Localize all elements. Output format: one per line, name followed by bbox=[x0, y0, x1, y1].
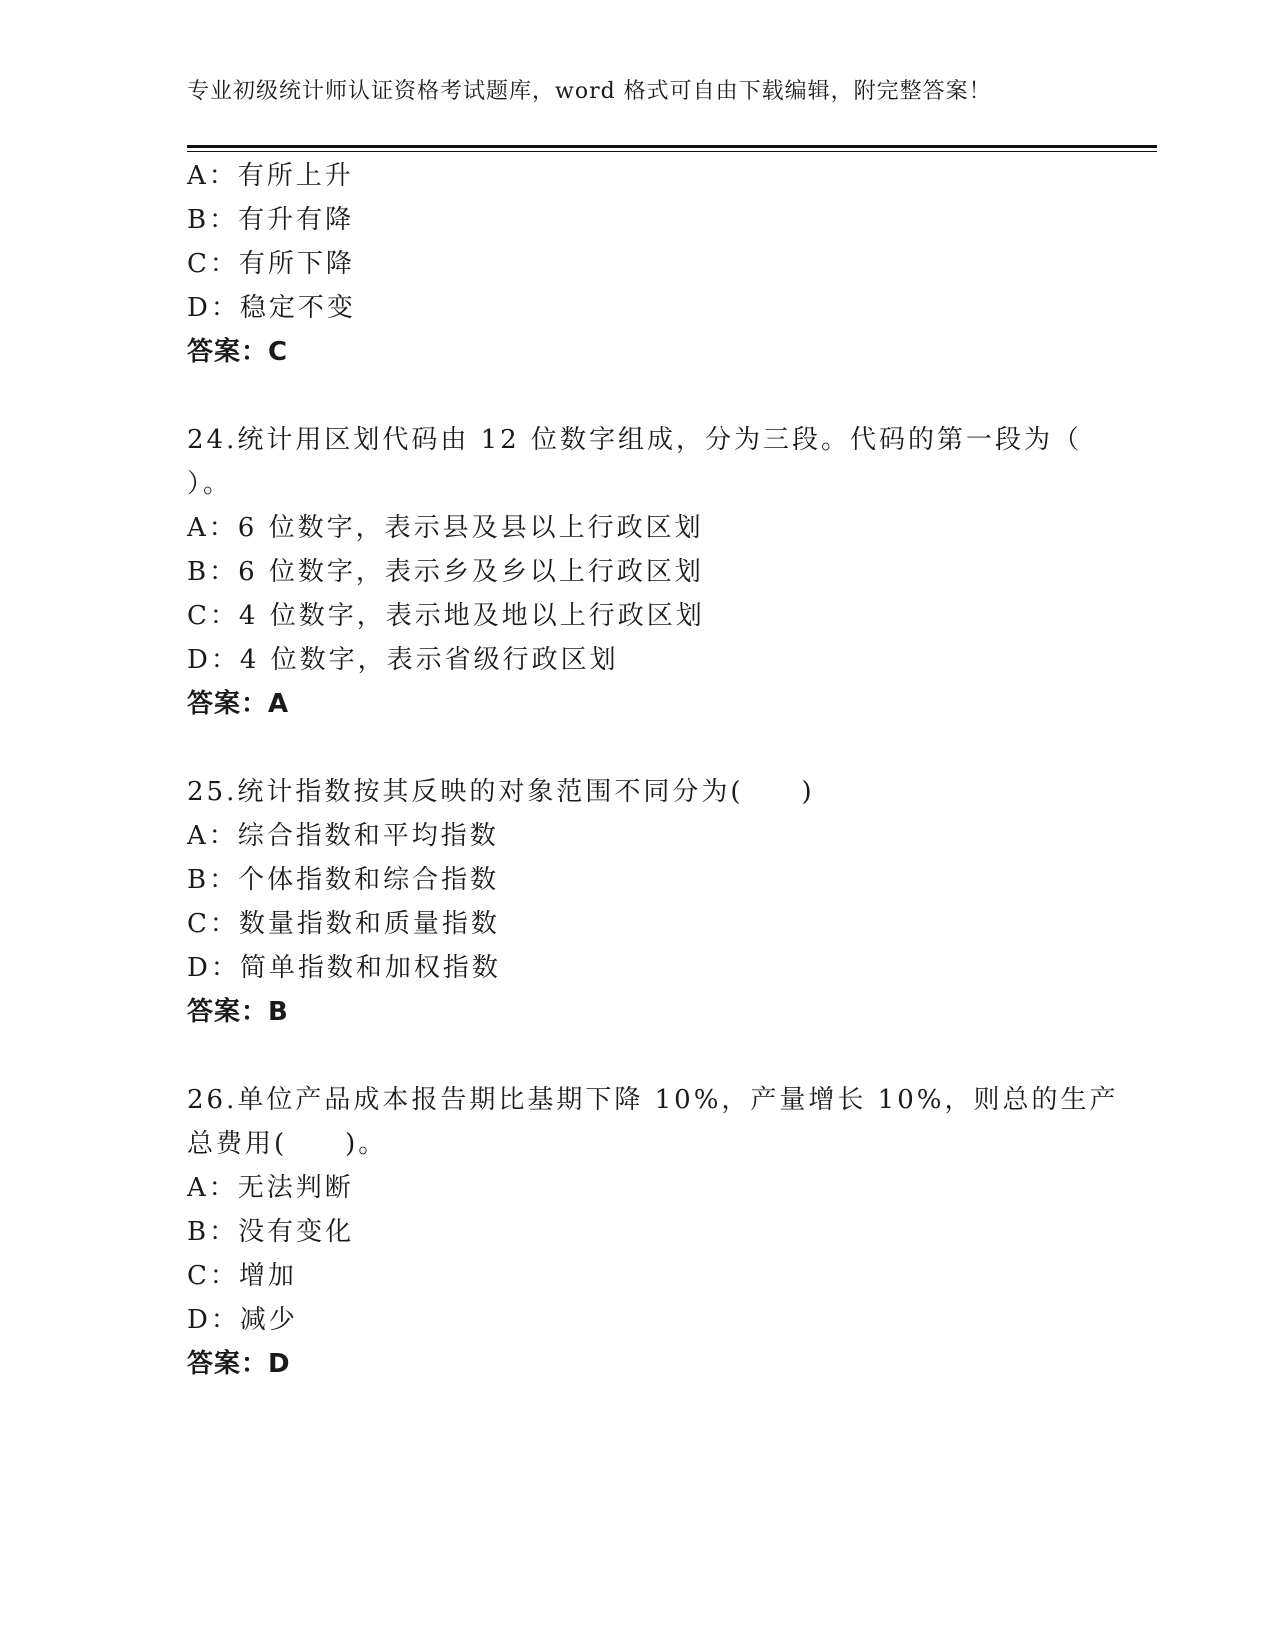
q24-option-b: B：6 位数字，表示乡及乡以上行政区划 bbox=[187, 557, 704, 587]
q26-stem-line1: 26.单位产品成本报告期比基期下降 10%，产量增长 10%，则总的生产 bbox=[187, 1085, 1119, 1115]
q24-option-d: D：4 位数字，表示省级行政区划 bbox=[187, 645, 619, 675]
q26-option-c: C：增加 bbox=[187, 1261, 297, 1291]
q26-option-b: B：没有变化 bbox=[187, 1217, 355, 1247]
q26-option-d: D：减少 bbox=[187, 1305, 298, 1335]
q23-option-b: B：有升有降 bbox=[187, 205, 355, 235]
q26-answer: 答案：D bbox=[187, 1349, 291, 1379]
q26-stem-line2: 总费用( )。 bbox=[187, 1129, 388, 1159]
q25-stem-line1: 25.统计指数按其反映的对象范围不同分为( ) bbox=[187, 777, 815, 807]
q26-option-a: A：无法判断 bbox=[187, 1173, 354, 1203]
page-header: 专业初级统计师认证资格考试题库，word 格式可自由下载编辑，附完整答案！ bbox=[187, 79, 992, 104]
q23-option-d: D：稳定不变 bbox=[187, 293, 356, 323]
q25-option-a: A：综合指数和平均指数 bbox=[187, 821, 499, 851]
q23-option-c: C：有所下降 bbox=[187, 249, 355, 279]
q25-option-c: C：数量指数和质量指数 bbox=[187, 909, 500, 939]
q24-stem-line1: 24.统计用区划代码由 12 位数字组成，分为三段。代码的第一段为（ bbox=[187, 425, 1082, 455]
q24-option-a: A：6 位数字，表示县及县以上行政区划 bbox=[187, 513, 704, 543]
q25-option-d: D：简单指数和加权指数 bbox=[187, 953, 501, 983]
q24-answer: 答案：A bbox=[187, 689, 290, 719]
header-rule-thin bbox=[187, 151, 1157, 152]
q25-answer: 答案：B bbox=[187, 997, 289, 1027]
q25-option-b: B：个体指数和综合指数 bbox=[187, 865, 500, 895]
q24-stem-line2: ）。 bbox=[187, 469, 233, 499]
q23-option-a: A：有所上升 bbox=[187, 161, 354, 191]
q23-answer: 答案：C bbox=[187, 337, 289, 367]
header-rule-thick bbox=[187, 145, 1157, 148]
q24-option-c: C：4 位数字，表示地及地以上行政区划 bbox=[187, 601, 705, 631]
